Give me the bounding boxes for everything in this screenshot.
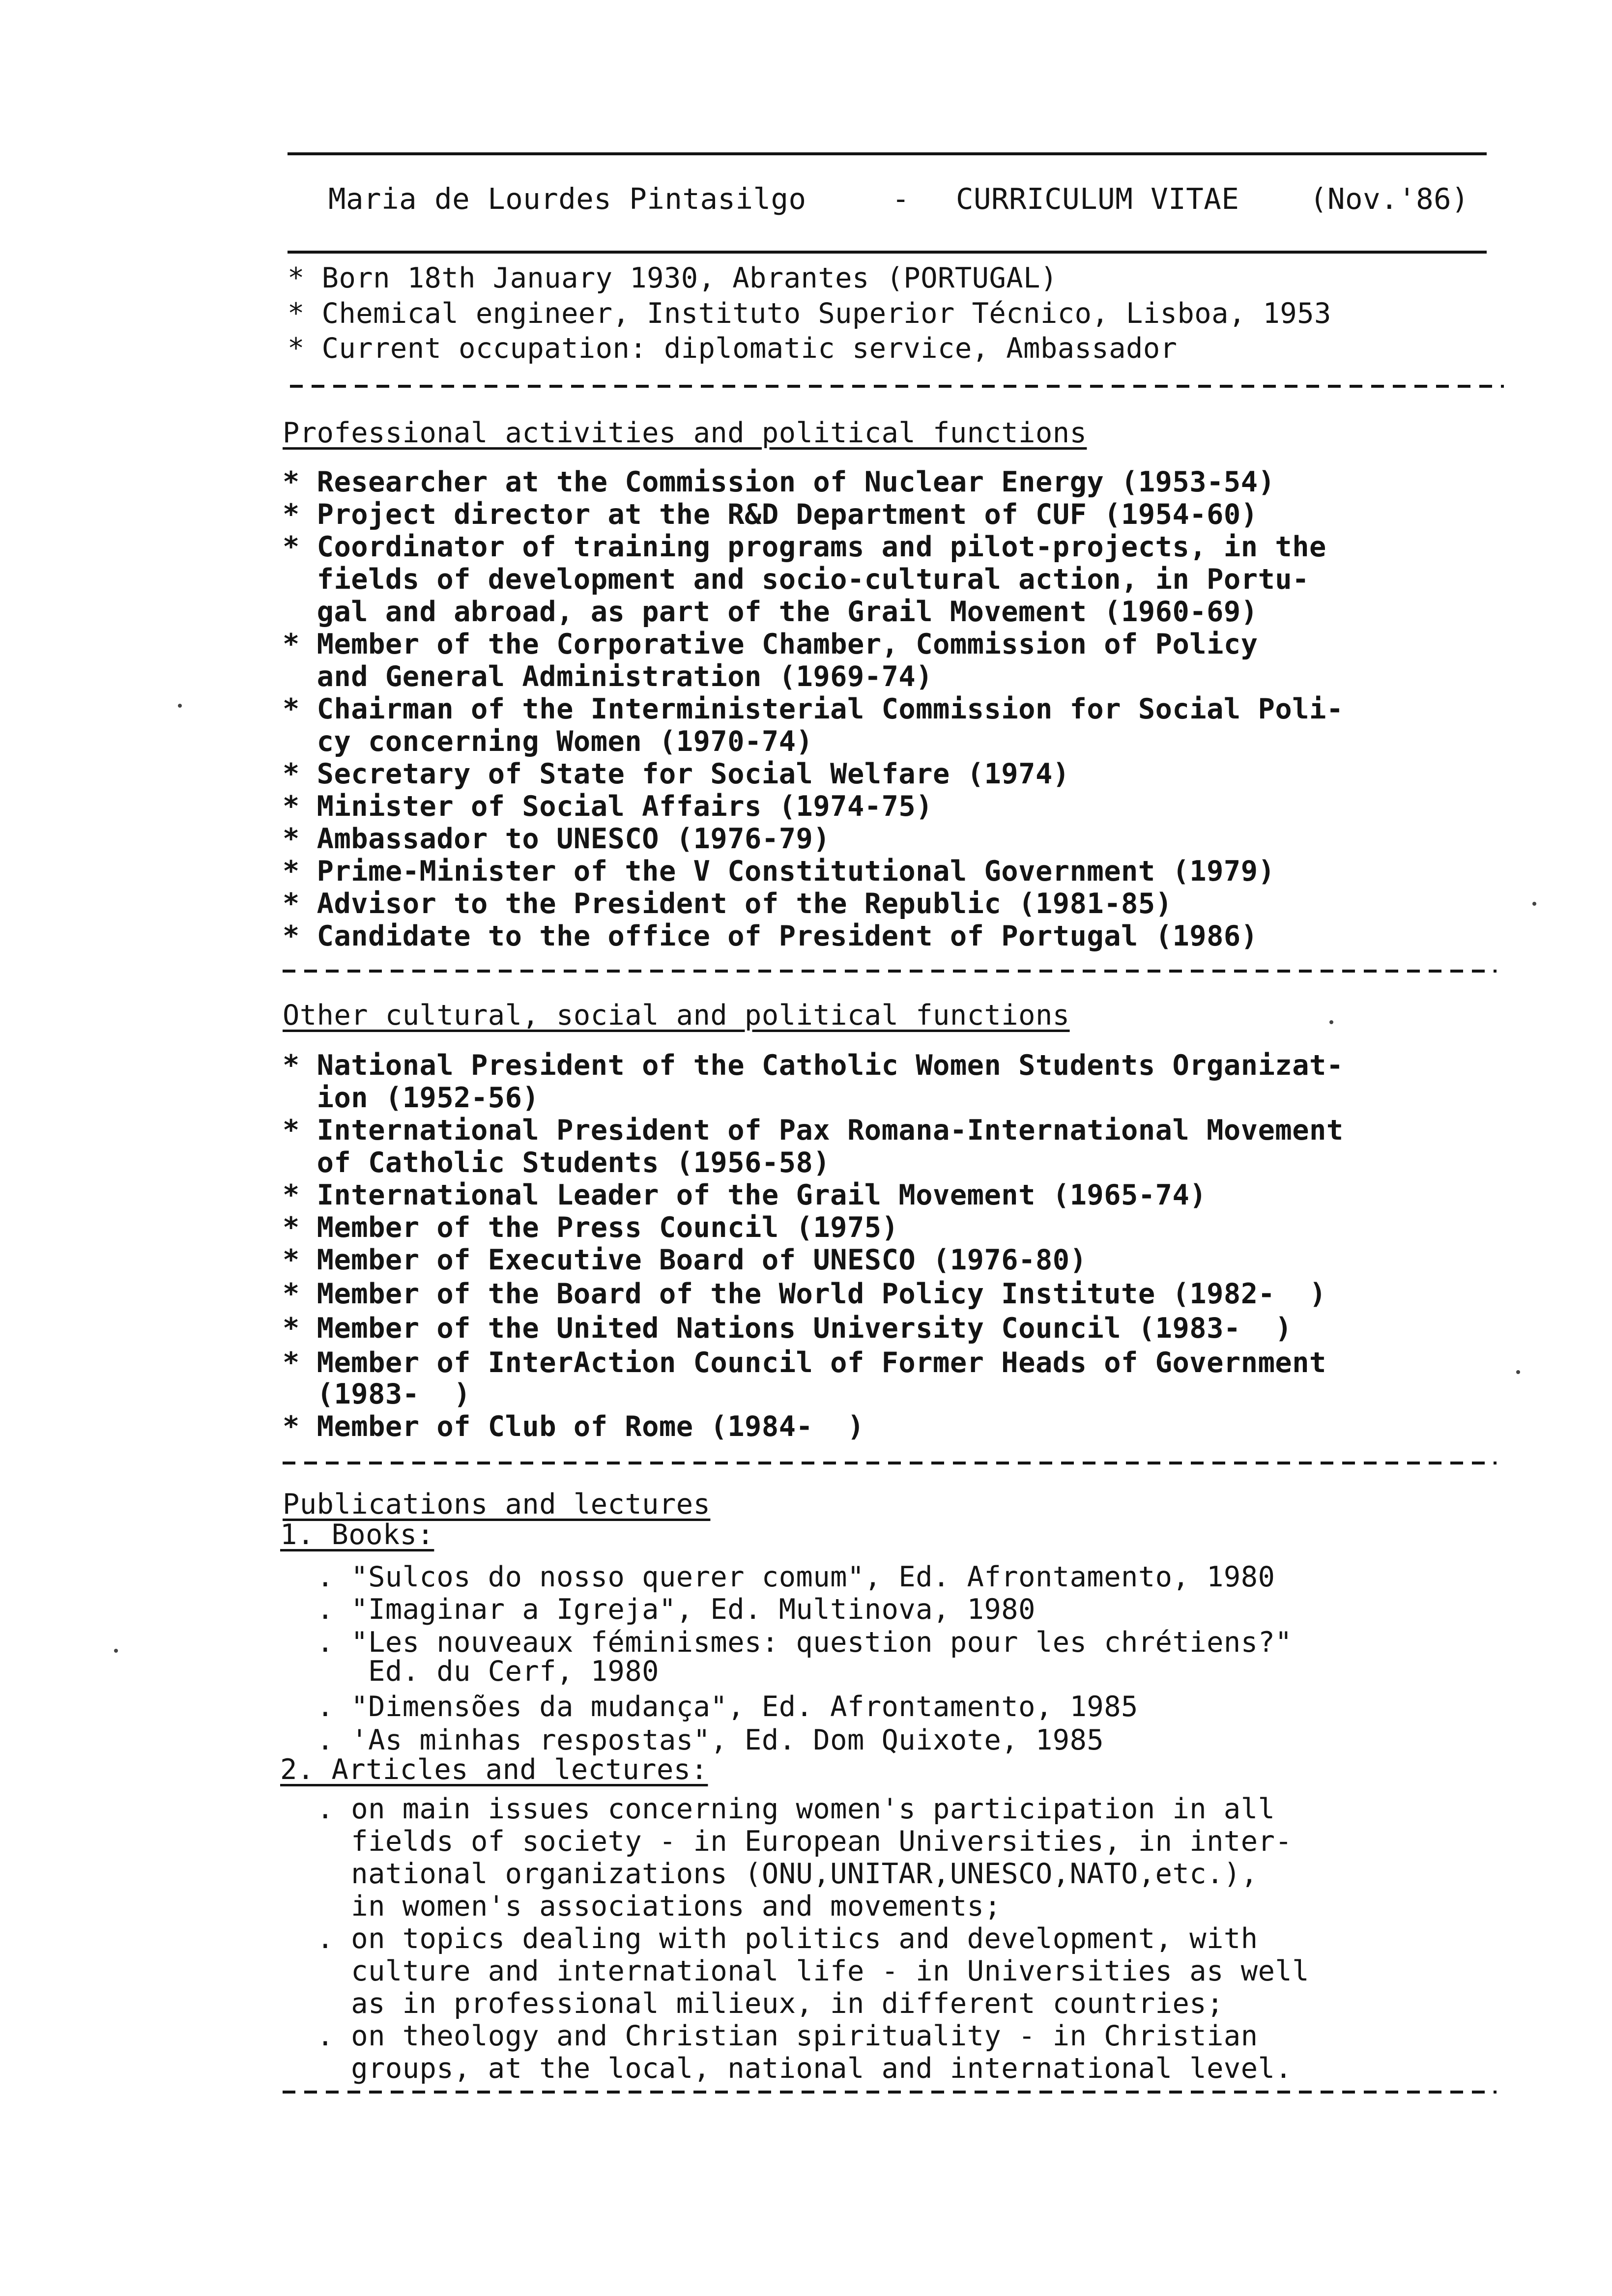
divider-4 — [283, 2091, 1497, 2094]
other-line: * Member of Club of Rome (1984- ) — [283, 1410, 864, 1443]
other-line: ion (1952-56) — [283, 1082, 540, 1114]
other-line: (1983- ) — [283, 1378, 471, 1410]
scan-speck — [114, 1649, 118, 1653]
professional-line: gal and abroad, as part of the Grail Movement (1960-69) — [283, 596, 1258, 628]
professional-line: * Ambassador to UNESCO (1976-79) — [283, 823, 831, 855]
fact-born: * Born 18th January 1930, Abrantes (PORTUGAL) — [288, 262, 1058, 294]
article-item: . on main issues concerning women's participation in all — [283, 1793, 1275, 1825]
book-item: . "Sulcos do nosso querer comum", Ed. Afrontamento, 1980 — [283, 1561, 1275, 1593]
other-line: * National President of the Catholic Women Students Organizat- — [283, 1049, 1344, 1082]
professional-line: * Coordinator of training programs and pilot-projects, in the — [283, 531, 1326, 563]
divider-2 — [283, 970, 1497, 973]
articles-heading: 2. Articles and lectures: — [280, 1753, 708, 1786]
section-heading-professional: Professional activities and political functions — [283, 417, 1087, 449]
other-line: * Member of the United Nations University Council (1983- ) — [283, 1312, 1293, 1345]
other-line: of Catholic Students (1956-58) — [283, 1147, 831, 1179]
header-title: CURRICULUM VITAE — [956, 182, 1239, 216]
article-item: as in professional milieux, in different countries; — [283, 1987, 1224, 2020]
professional-line: fields of development and socio-cultural action, in Portu- — [283, 563, 1310, 596]
professional-line: and General Administration (1969-74) — [283, 660, 933, 693]
other-line: * Member of the Press Council (1975) — [283, 1211, 899, 1244]
section-heading-other: Other cultural, social and political functions — [283, 999, 1070, 1032]
professional-line: * Project director at the R&D Department of CUF (1954-60) — [283, 498, 1258, 531]
header-date: (Nov.'86) — [1310, 182, 1469, 216]
other-line: * International Leader of the Grail Movement (1965-74) — [283, 1179, 1207, 1211]
fact-education: * Chemical engineer, Instituto Superior Técnico, Lisboa, 1953 — [288, 297, 1331, 330]
other-line: * Member of Executive Board of UNESCO (1976-80) — [283, 1244, 1087, 1276]
header-bottom-rule — [288, 251, 1487, 254]
professional-line: * Secretary of State for Social Welfare (1974) — [283, 758, 1070, 790]
article-item: . on theology and Christian spirituality - in Christian — [283, 2020, 1258, 2052]
book-item: . "Les nouveaux féminismes: question pour les chrétiens?" — [283, 1626, 1293, 1659]
professional-line: * Chairman of the Interministerial Commission for Social Poli- — [283, 693, 1344, 725]
article-item: culture and international life - in Universities as well — [283, 1955, 1310, 1987]
book-item: Ed. du Cerf, 1980 — [283, 1655, 659, 1688]
header-name: Maria de Lourdes Pintasilgo — [328, 182, 806, 216]
article-item: national organizations (ONU,UNITAR,UNESCO,NATO,etc.), — [283, 1858, 1258, 1890]
scan-speck — [178, 704, 182, 708]
article-item: . on topics dealing with politics and development, with — [283, 1923, 1258, 1955]
section-heading-publications: Publications and lectures — [283, 1488, 711, 1521]
professional-line: * Researcher at the Commission of Nuclear Energy (1953-54) — [283, 466, 1275, 498]
professional-line: * Member of the Corporative Chamber, Commission of Policy — [283, 628, 1258, 660]
article-item: in women's associations and movements; — [283, 1890, 1002, 1923]
book-item: . "Imaginar a Igreja", Ed. Multinova, 1980 — [283, 1593, 1036, 1626]
top-rule — [288, 152, 1487, 155]
other-line: * Member of the Board of the World Policy Institute (1982- ) — [283, 1278, 1326, 1310]
book-item: . "Dimensões da mudança", Ed. Afrontamento, 1985 — [283, 1691, 1138, 1723]
scan-speck — [1516, 1370, 1520, 1374]
header-separator: - — [892, 182, 910, 216]
professional-line: * Minister of Social Affairs (1974-75) — [283, 790, 933, 823]
other-line: * Member of InterAction Council of Former Heads of Government — [283, 1347, 1326, 1379]
scan-speck — [1532, 902, 1536, 906]
professional-line: cy concerning Women (1970-74) — [283, 725, 813, 758]
professional-line: * Candidate to the office of President of Portugal (1986) — [283, 920, 1258, 952]
book-item: . 'As minhas respostas", Ed. Dom Quixote, 1985 — [283, 1724, 1104, 1756]
article-item: fields of society - in European Universities, in inter- — [283, 1825, 1293, 1858]
divider-1 — [290, 385, 1504, 388]
article-item: groups, at the local, national and international level. — [283, 2052, 1293, 2085]
professional-line: * Advisor to the President of the Republic (1981-85) — [283, 888, 1173, 920]
divider-3 — [283, 1462, 1497, 1464]
scan-speck — [1329, 1020, 1333, 1024]
fact-occupation: * Current occupation: diplomatic service, Ambassador — [288, 332, 1178, 365]
books-heading: 1. Books: — [280, 1519, 434, 1551]
other-line: * International President of Pax Romana-International Movement — [283, 1114, 1344, 1147]
professional-line: * Prime-Minister of the V Constitutional Government (1979) — [283, 855, 1275, 888]
